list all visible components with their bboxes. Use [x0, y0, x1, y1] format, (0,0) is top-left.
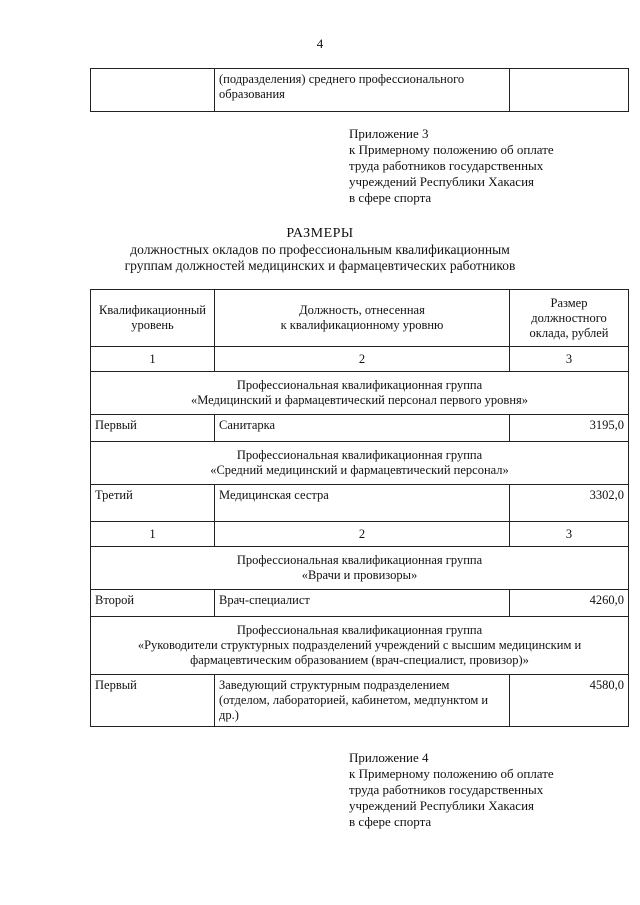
table-row — [91, 485, 629, 522]
group-header-row — [91, 442, 629, 485]
continuation-table — [90, 68, 629, 112]
column-number: 1 — [91, 347, 215, 372]
appendix-line: к Примерному положению об оплате — [349, 766, 554, 781]
group-line: Профессиональная квалификационная группа — [236, 553, 483, 567]
group-line: Профессиональная квалификационная группа — [236, 448, 483, 462]
group-title — [91, 372, 629, 415]
group-line: «Врачи и провизоры» — [301, 568, 418, 582]
appendix-4-block — [349, 750, 554, 830]
group-header-row — [91, 617, 629, 675]
cell-line: образования — [219, 87, 285, 101]
cell-line: Заведующий структурным подразделением — [219, 678, 450, 692]
cell-level: Первый — [91, 415, 215, 442]
header-line: Размер — [550, 295, 588, 310]
header-salary — [510, 290, 629, 347]
appendix-line: учреждений Республики Хакасия — [349, 174, 535, 189]
title-line: должностных окладов по профессиональным квалификационным — [130, 242, 510, 257]
cell-salary: 4580,0 — [510, 675, 629, 727]
group-header-row — [91, 547, 629, 590]
header-line: оклада, рублей — [529, 325, 609, 340]
table-header-row — [91, 290, 629, 347]
cell-salary: 3195,0 — [510, 415, 629, 442]
table-row — [91, 415, 629, 442]
group-line: фармацевтическим образованием (врач-специалист, провизор)» — [190, 653, 529, 667]
header-level — [91, 290, 215, 347]
title-line: группам должностей медицинских и фармацевтических работников — [124, 258, 516, 273]
column-number: 3 — [510, 347, 629, 372]
cell-salary: 4260,0 — [510, 590, 629, 617]
cell-position: Врач-специалист — [215, 590, 510, 617]
header-line: к квалификационному уровню — [280, 318, 444, 332]
cell-salary: 3302,0 — [510, 485, 629, 522]
appendix-line: в сфере спорта — [349, 190, 432, 205]
cell-line: (отделом, лабораторией, кабинетом, медпунктом и — [219, 693, 489, 707]
cell-position — [215, 675, 510, 727]
group-header-row — [91, 372, 629, 415]
column-number: 3 — [510, 522, 629, 547]
group-line: «Медицинский и фармацевтический персонал первого уровня» — [190, 393, 529, 407]
header-line: уровень — [131, 318, 174, 332]
appendix-line: к Примерному положению об оплате — [349, 142, 554, 157]
column-number: 2 — [215, 522, 510, 547]
appendix-line: учреждений Республики Хакасия — [349, 798, 535, 813]
title-main: РАЗМЕРЫ — [286, 226, 354, 241]
appendix-line: в сфере спорта — [349, 814, 432, 829]
appendix-3-block — [349, 126, 554, 206]
table-row — [91, 69, 629, 112]
cell-level: Первый — [91, 675, 215, 727]
header-position — [215, 290, 510, 347]
group-title — [91, 547, 629, 590]
appendix-line: Приложение 4 — [349, 750, 429, 765]
page-number: 4 — [316, 36, 324, 51]
appendix-line: труда работников государственных — [349, 158, 544, 173]
table-cell-text — [215, 69, 510, 112]
group-line: «Средний медицинский и фармацевтический персонал» — [210, 463, 509, 477]
group-title — [91, 617, 629, 675]
column-number: 2 — [215, 347, 510, 372]
salary-table — [90, 289, 629, 727]
document-title — [0, 226, 640, 274]
cell-level: Второй — [91, 590, 215, 617]
appendix-line: Приложение 3 — [349, 126, 429, 141]
table-row — [91, 675, 629, 727]
appendix-line: труда работников государственных — [349, 782, 544, 797]
column-number-row — [91, 347, 629, 372]
cell-line: (подразделения) среднего профессионального — [219, 72, 465, 86]
column-number-row — [91, 522, 629, 547]
cell-line: др.) — [219, 708, 239, 722]
cell-position: Санитарка — [215, 415, 510, 442]
column-number: 1 — [91, 522, 215, 547]
group-line: Профессиональная квалификационная группа — [236, 378, 483, 392]
group-line: «Руководители структурных подразделений учреждений с высшим медицинским и — [137, 638, 582, 652]
group-title — [91, 442, 629, 485]
header-line: должностного — [531, 310, 607, 325]
cell-position: Медицинская сестра — [215, 485, 510, 522]
table-cell-empty — [510, 69, 629, 112]
table-cell-empty — [91, 69, 215, 112]
header-line: Квалификационный — [99, 303, 206, 317]
table-row — [91, 590, 629, 617]
group-line: Профессиональная квалификационная группа — [236, 623, 483, 637]
cell-level: Третий — [91, 485, 215, 522]
header-line: Должность, отнесенная — [299, 303, 425, 317]
